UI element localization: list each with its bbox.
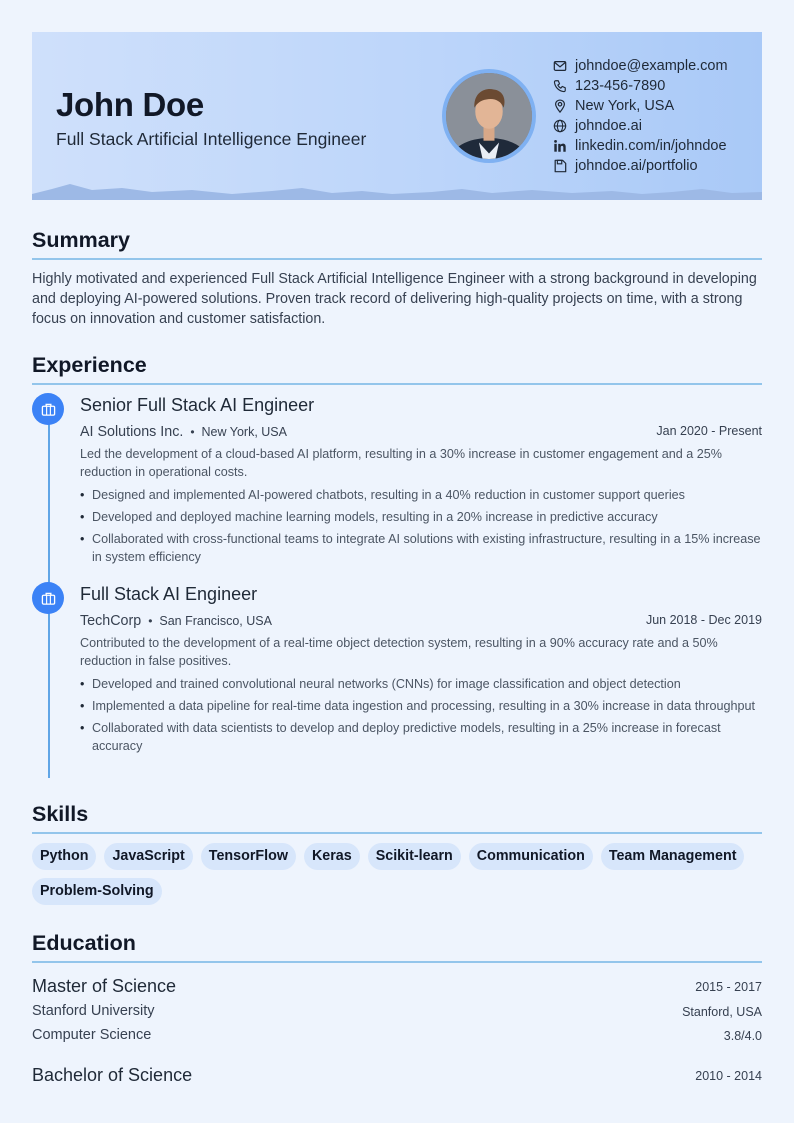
- contact-list: [553, 56, 758, 176]
- skill-chip: Scikit-learn: [368, 843, 461, 870]
- skills-section: [32, 800, 762, 905]
- job-bullet: • Collaborated with cross-functional teams to integrate AI solutions with existing infrastructure, resulting in a 15% increase in system efficiency: [80, 530, 762, 566]
- job-bullet: • Developed and trained convolutional neural networks (CNNs) for image classification and object detection: [80, 675, 762, 693]
- skill-chip: Team Management: [601, 843, 745, 870]
- section-divider: [32, 258, 762, 260]
- profile-photo: [442, 69, 536, 163]
- briefcase-icon: [41, 402, 56, 417]
- linkedin-icon: [553, 139, 567, 153]
- education-section: [32, 929, 762, 1113]
- contact-location: [553, 96, 758, 116]
- briefcase-bubble: [32, 582, 64, 614]
- contact-website[interactable]: [553, 116, 758, 136]
- summary-heading: Summary: [32, 228, 130, 252]
- location-pin-icon: [553, 99, 567, 113]
- briefcase-icon: [41, 591, 56, 606]
- contact-email[interactable]: [553, 56, 758, 76]
- degree-name: Bachelor of Science: [32, 1065, 193, 1085]
- contact-phone-text: 123-456-7890: [575, 78, 666, 94]
- contact-email-text: johndoe@example.com: [575, 58, 728, 74]
- experience-section: [32, 351, 762, 780]
- mountain-decoration: [32, 180, 762, 200]
- job-title: Full Stack AI Engineer: [80, 584, 258, 604]
- gpa: 3.8/4.0: [723, 1029, 762, 1043]
- job-location: New York, USA: [201, 425, 287, 439]
- school-location: Stanford, USA: [682, 1005, 762, 1019]
- job-entry: [32, 580, 762, 770]
- portfolio-icon: [553, 159, 567, 173]
- candidate-title: Full Stack Artificial Intelligence Engineer: [56, 129, 367, 149]
- skills-heading: Skills: [32, 802, 89, 826]
- skill-chip: Communication: [469, 843, 593, 870]
- briefcase-bubble: [32, 393, 64, 425]
- contact-location-text: New York, USA: [575, 98, 675, 114]
- summary-text: Highly motivated and experienced Full Stack Artificial Intelligence Engineer with a strong background in developing and deploying AI-powered solutions. Proven track record of delivering high-quality projects on time, with a strong focus on innovation and customer satisfaction.: [32, 271, 757, 327]
- job-company: TechCorp: [80, 613, 142, 629]
- contact-portfolio[interactable]: [553, 156, 758, 176]
- job-bullet: • Developed and deployed machine learning models, resulting in a 20% increase in predictive accuracy: [80, 508, 762, 526]
- skills-list: [32, 843, 762, 905]
- degree-dates: 2010 - 2014: [695, 1069, 762, 1083]
- field-of-study: Computer Science: [32, 1027, 152, 1043]
- job-dates: Jan 2020 - Present: [656, 424, 762, 438]
- job-entry: [32, 391, 762, 576]
- skill-chip: TensorFlow: [201, 843, 296, 870]
- job-bullet: • Collaborated with data scientists to develop and deploy predictive models, resulting in a 25% increase in forecast accuracy: [80, 719, 762, 755]
- globe-icon: [553, 119, 567, 133]
- resume-header: [32, 32, 762, 200]
- mail-icon: [553, 59, 567, 73]
- candidate-name: John Doe: [56, 86, 204, 123]
- degree-name: Master of Science: [32, 976, 177, 996]
- school-name: Stanford University: [32, 1003, 155, 1019]
- job-bullets: [80, 486, 762, 570]
- separator-dot: •: [148, 614, 153, 628]
- job-meta: [80, 612, 762, 630]
- skill-chip: Python: [32, 843, 96, 870]
- skill-chip: Problem-Solving: [32, 878, 162, 905]
- contact-website-text: johndoe.ai: [575, 118, 642, 134]
- skill-chip: JavaScript: [104, 843, 192, 870]
- experience-timeline: [32, 385, 762, 780]
- job-description: Contributed to the development of a real-time object detection system, resulting in a 90% accuracy rate and a 50% reduction in false positives.: [80, 636, 718, 668]
- job-bullets: [80, 675, 762, 759]
- separator-dot: •: [190, 425, 195, 439]
- contact-portfolio-text: johndoe.ai/portfolio: [575, 158, 698, 174]
- summary-section: [32, 226, 762, 329]
- job-description: Led the development of a cloud-based AI platform, resulting in a 30% increase in customer engagement and a 25% reduction in operational costs.: [80, 447, 722, 479]
- contact-linkedin[interactable]: [553, 136, 758, 156]
- skill-chip: Keras: [304, 843, 360, 870]
- education-heading: Education: [32, 931, 136, 955]
- experience-heading: Experience: [32, 353, 147, 377]
- job-title: Senior Full Stack AI Engineer: [80, 395, 315, 415]
- job-location: San Francisco, USA: [159, 614, 272, 628]
- phone-icon: [553, 79, 567, 93]
- job-dates: Jun 2018 - Dec 2019: [645, 613, 762, 627]
- contact-linkedin-text: linkedin.com/in/johndoe: [575, 138, 727, 154]
- section-divider: [32, 832, 762, 834]
- degree-dates: 2015 - 2017: [695, 980, 762, 994]
- job-bullet: • Implemented a data pipeline for real-time data ingestion and processing, resulting in a 30% increase in data throughput: [80, 697, 762, 715]
- job-meta: [80, 423, 762, 441]
- contact-phone[interactable]: [553, 76, 758, 96]
- job-company: AI Solutions Inc.: [80, 424, 184, 440]
- job-bullet: • Designed and implemented AI-powered chatbots, resulting in a 40% reduction in customer support queries: [80, 486, 762, 504]
- education-list: [32, 963, 762, 1113]
